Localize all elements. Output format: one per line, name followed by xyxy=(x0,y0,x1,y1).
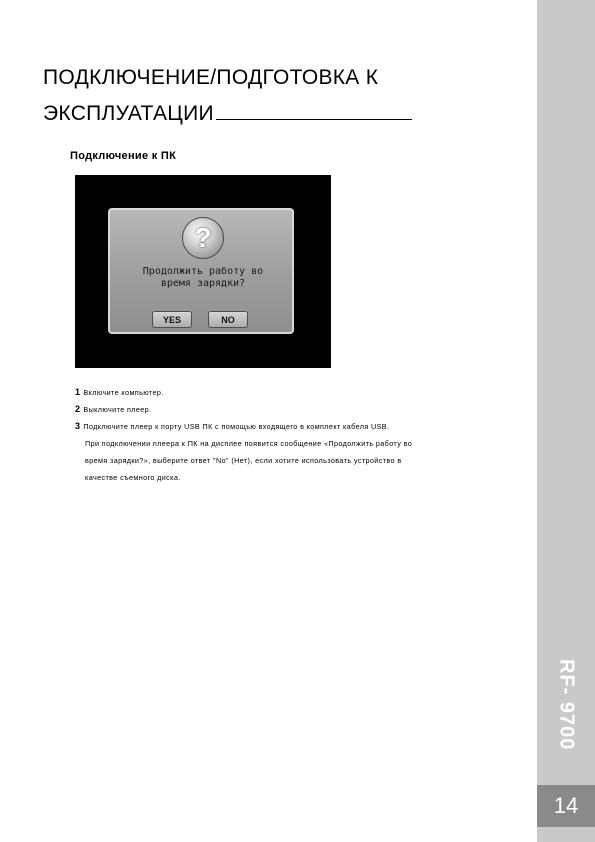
title-line-1: ПОДКЛЮЧЕНИЕ/ПОДГОТОВКА К xyxy=(43,66,379,89)
step-continuation: время зарядки?», выберите ответ "No" (Нет), если хотите использовать устройство в xyxy=(85,456,402,465)
instruction-list xyxy=(75,384,515,486)
dialog-message-line-2: время зарядки? xyxy=(160,278,246,289)
step-number: 2 xyxy=(75,404,81,414)
step-item xyxy=(75,418,515,435)
step-continuation: качестве съемного диска. xyxy=(85,473,181,482)
title-underline xyxy=(216,118,412,120)
model-label: RF- 9700 xyxy=(555,659,578,751)
charging-dialog xyxy=(108,208,294,334)
step-continuation: При подключении плеера к ПК на дисплее появится сообщение «Продолжить работу во xyxy=(85,439,413,448)
question-icon: ? xyxy=(182,217,224,259)
title-line-2: ЭКСПЛУАТАЦИИ xyxy=(43,102,214,125)
step-number: 3 xyxy=(75,421,81,431)
step-item xyxy=(75,401,515,418)
step-text: Выключите плеер. xyxy=(83,405,152,414)
yes-button: YES xyxy=(152,311,192,328)
device-screen-image xyxy=(75,175,331,368)
dialog-message-line-1: Продолжить работу во xyxy=(142,266,264,277)
no-button: NO xyxy=(208,311,248,328)
step-number: 1 xyxy=(75,387,81,397)
step-text: Подключите плеер к порту USB ПК с помощью входящего в комплект кабеля USB. xyxy=(83,422,390,431)
page-number: 14 xyxy=(537,785,595,827)
step-text: Включите компьютер. xyxy=(83,388,164,397)
section-subtitle: Подключение к ПК xyxy=(70,150,177,162)
step-item xyxy=(75,384,515,401)
dialog-message xyxy=(116,266,290,290)
page-title xyxy=(43,60,523,132)
